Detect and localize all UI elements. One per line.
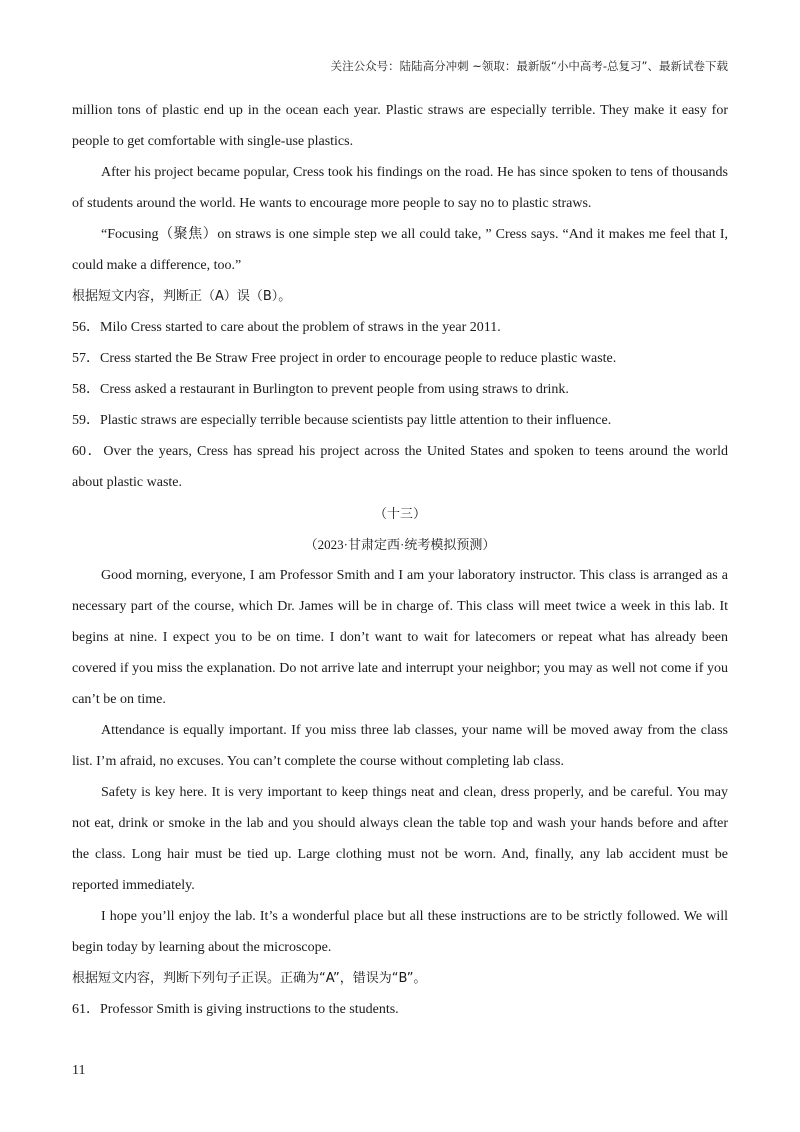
passage-13-instruction: 根据短文内容，判断下列句子正误。正确为“A”，错误为“B”。 (72, 971, 427, 986)
passage-13-paragraph-4: I hope you’ll enjoy the lab. It’s a wonderful place but all these instructions are to be strictly followed. We will begin today by learning about the microscope. (72, 909, 728, 955)
passage-13-paragraph-3: Safety is key here. It is very important to keep things neat and clean, dress properly, and be careful. You may not eat, drink or smoke in the lab and you should always clean the table top and wash your hands before and after the class. Long hair must be tied up. Large clothing must not be worn. And, finally, any lab accident must be reported immediately. (72, 785, 728, 893)
passage-12-paragraph-3: “Focusing（聚焦）on straws is one simple step we all could take, ” Cress says. “And it makes me feel that I, could make a difference, too.” (72, 227, 728, 273)
document-body (72, 95, 728, 1025)
passage-12-instruction: 根据短文内容，判断正（A）误（B）。 (72, 289, 292, 304)
page-header: 关注公众号：陆陆高分冲刺 ~领取：最新版“小中高考-总复习”、最新试卷下载 (330, 59, 728, 73)
question-57: 57．Cress started the Be Straw Free project in order to encourage people to reduce plastic waste. (72, 351, 617, 366)
page-number: 11 (72, 1063, 86, 1078)
passage-12-paragraph-2: After his project became popular, Cress took his findings on the road. He has since spoken to tens of thousands of students around the world. He wants to encourage more people to say no to plastic straws. (72, 165, 728, 211)
section-number: （十三） (373, 506, 426, 521)
question-60: 60．Over the years, Cress has spread his project across the United States and spoken to teens around the world about plastic waste. (72, 444, 728, 490)
section-source: （2023·甘肃定西·统考模拟预测） (304, 537, 496, 552)
question-58: 58．Cress asked a restaurant in Burlington to prevent people from using straws to drink. (72, 382, 569, 397)
passage-12-paragraph-1: million tons of plastic end up in the ocean each year. Plastic straws are especially terrible. They make it easy for people to get comfortable with single-use plastics. (72, 103, 728, 149)
question-61: 61．Professor Smith is giving instructions to the students. (72, 1002, 399, 1017)
passage-13-paragraph-1: Good morning, everyone, I am Professor Smith and I am your laboratory instructor. This class is arranged as a necessary part of the course, which Dr. James will be in charge of. This class will meet twice a week in this lab. It begins at nine. I expect you to be on time. I don’t want to wait for latecomers or repeat what has already been covered if you miss the explanation. Do not arrive late and interrupt your neighbor; you may as well not come if you can’t be on time. (72, 568, 728, 707)
question-59: 59．Plastic straws are especially terrible because scientists pay little attention to their influence. (72, 413, 612, 428)
question-56: 56．Milo Cress started to care about the problem of straws in the year 2011. (72, 320, 501, 335)
passage-13-paragraph-2: Attendance is equally important. If you miss three lab classes, your name will be moved away from the class list. I’m afraid, no excuses. You can’t complete the course without completing lab class. (72, 723, 728, 769)
